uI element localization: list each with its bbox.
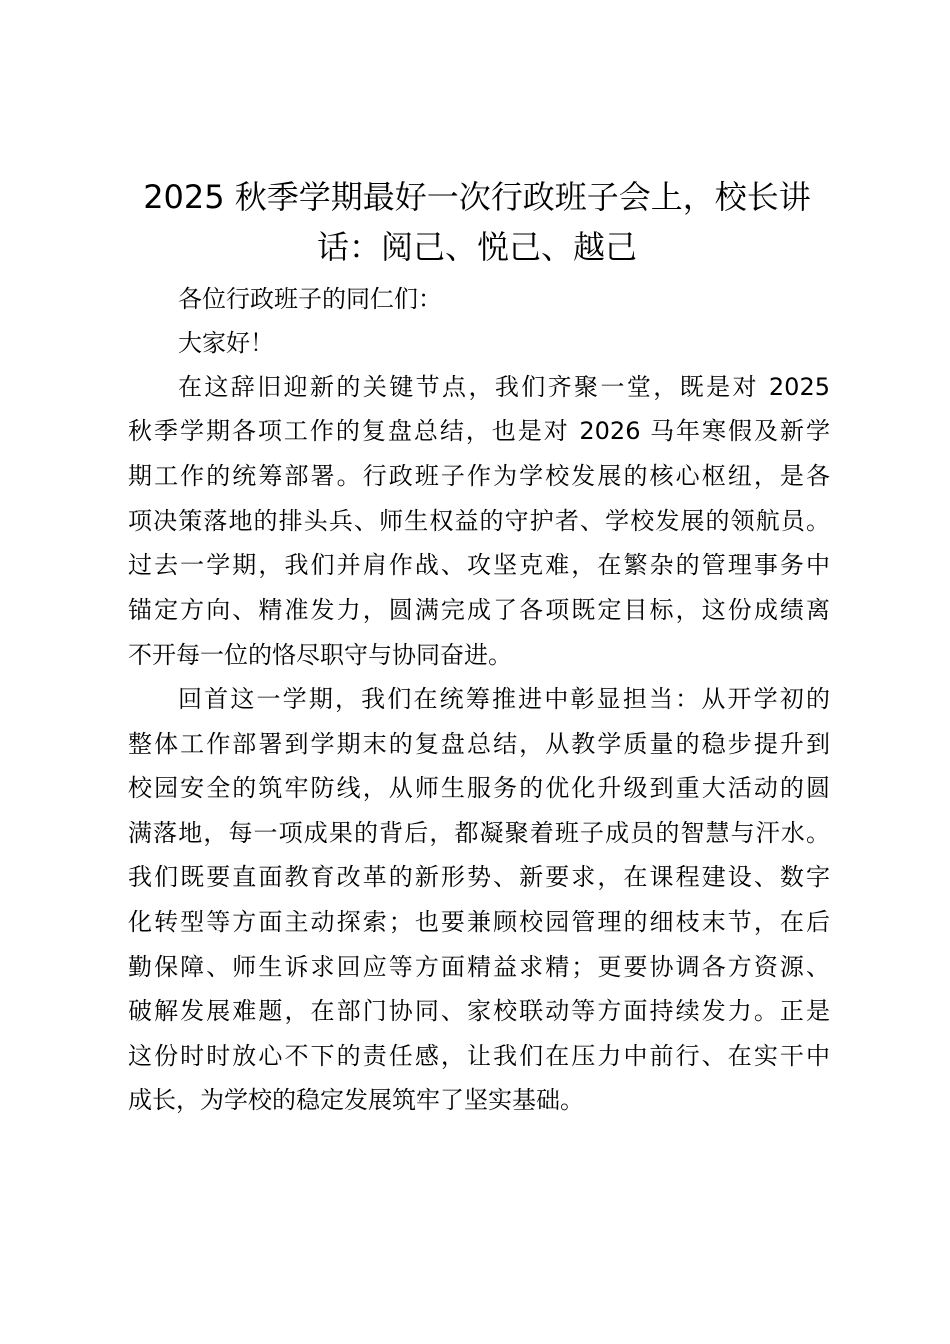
paragraph-2-line: 化转型等方面主动探索；也要兼顾校园管理的细枝末节，在后 (128, 908, 830, 936)
paragraph-2-line: 满落地，每一项成果的背后，都凝聚着班子成员的智慧与汗水。 (128, 819, 830, 847)
paragraph-2-line: 勤保障、师生诉求回应等方面精益求精；更要协调各方资源、 (128, 953, 830, 981)
paragraph-1-line: 秋季学期各项工作的复盘总结，也是对 2026 马年寒假及新学 (128, 417, 830, 445)
paragraph-1-line: 在这辞旧迎新的关键节点，我们齐聚一堂，既是对 2025 (178, 373, 830, 401)
paragraph-1-line: 锚定方向、精准发力，圆满完成了各项既定目标，这份成绩离 (128, 596, 830, 624)
paragraph-1-line: 期工作的统筹部署。行政班子作为学校发展的核心枢纽，是各 (128, 462, 830, 490)
paragraph-1-line: 过去一学期，我们并肩作战、攻坚克难，在繁杂的管理事务中 (128, 551, 830, 579)
paragraph-2-line: 这份时时放心不下的责任感，让我们在压力中前行、在实干中 (128, 1042, 830, 1070)
paragraph-1-line: 不开每一位的恪尽职守与协同奋进。 (128, 641, 512, 669)
salutation: 各位行政班子的同仁们： (178, 285, 442, 313)
paragraph-2-line: 破解发展难题，在部门协同、家校联动等方面持续发力。正是 (128, 997, 830, 1025)
paragraph-1-line: 项决策落地的排头兵、师生权益的守护者、学校发展的领航员。 (128, 507, 830, 535)
paragraph-2-line: 回首这一学期，我们在统筹推进中彰显担当：从开学初的 (178, 685, 830, 713)
paragraph-2-line: 校园安全的筑牢防线，从师生服务的优化升级到重大活动的圆 (128, 774, 830, 802)
greeting: 大家好！ (178, 329, 274, 357)
paragraph-2-line: 整体工作部署到学期末的复盘总结，从教学质量的稳步提升到 (128, 730, 830, 758)
paragraph-2-line: 我们既要直面教育改革的新形势、新要求，在课程建设、数字 (128, 863, 830, 891)
paragraph-2-line: 成长，为学校的稳定发展筑牢了坚实基础。 (128, 1086, 584, 1114)
document-title: 2025 秋季学期最好一次行政班子会上，校长讲话：阅己、悦己、越己 (143, 178, 811, 266)
